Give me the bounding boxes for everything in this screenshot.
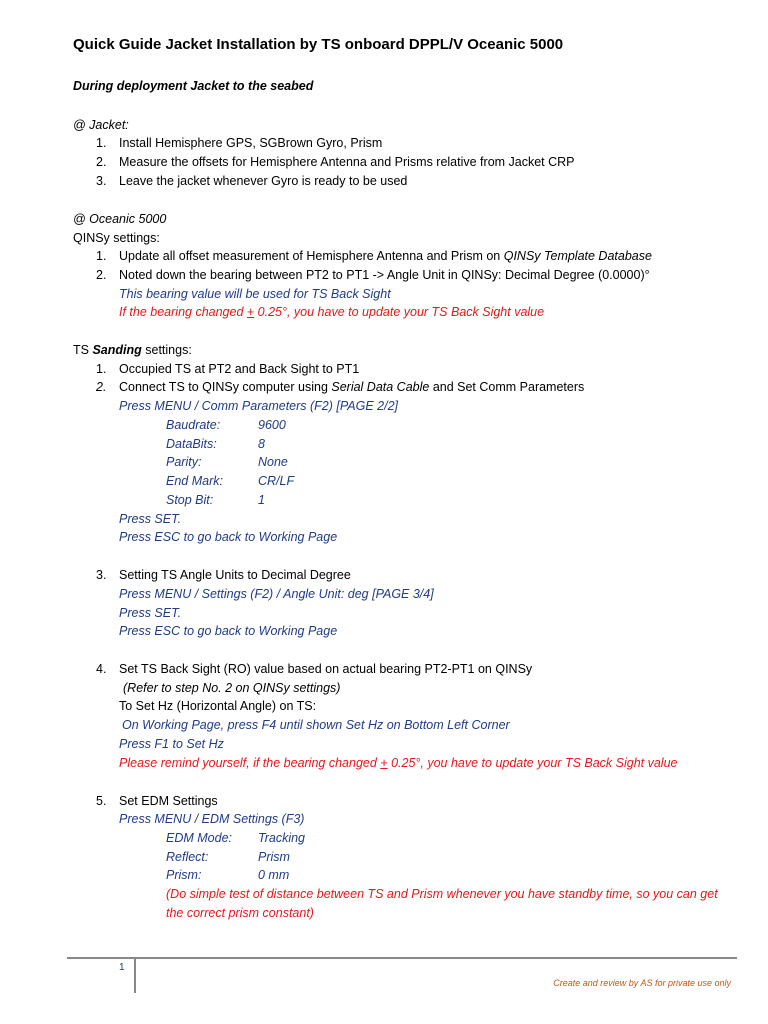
instruction-line: Press F1 to Set Hz [119,737,224,751]
param-label: DataBits: [166,437,217,451]
list-item: Measure the offsets for Hemisphere Antenna and Prisms relative from Jacket CRP [119,155,575,169]
list-number: 3. [96,568,107,582]
list-item-text: Update all offset measurement of Hemisphere Antenna and Prism on [119,249,504,263]
note-red: the correct prism constant) [166,906,314,920]
param-label: Stop Bit: [166,493,214,507]
param-value: Prism [258,850,290,864]
ts-heading [73,342,192,358]
qinsy-settings-label: QINSy settings: [73,231,160,245]
list-item: Leave the jacket whenever Gyro is ready to be used [119,174,408,188]
heading-text: settings: [141,343,192,357]
param-value: 8 [258,437,265,451]
instruction-line: Press SET. [119,606,182,620]
instruction-line: Press SET. [119,512,182,526]
list-number: 2. [96,380,107,394]
instruction-line: Press MENU / Comm Parameters (F2) [PAGE 2/2] [119,399,398,413]
list-number: 1. [96,249,107,263]
param-value: 0 mm [258,868,290,882]
list-number: 2. [96,155,107,169]
list-item-emphasis: Serial Data Cable [331,380,430,394]
param-value: CR/LF [258,474,295,488]
param-label: End Mark: [166,474,223,488]
list-number: 2. [96,268,107,282]
footer-divider-vertical [134,957,136,993]
footer-note: Create and review by AS for private use only [553,978,731,988]
list-number: 3. [96,174,107,188]
footer-divider [67,957,737,959]
note-text: Please remind yourself, if the bearing changed [119,756,381,770]
plus-minus-symbol: + [380,756,388,770]
instruction-line: Press ESC to go back to Working Page [119,624,338,638]
note-red [119,755,678,771]
section-subtitle: During deployment Jacket to the seabed [73,79,314,93]
param-label: EDM Mode: [166,831,232,845]
param-value: Tracking [258,831,306,845]
instruction-text: To Set Hz (Horizontal Angle) on TS: [119,699,317,713]
heading-text: TS [73,343,93,357]
document-title: Quick Guide Jacket Installation by TS onboard DPPL/V Oceanic 5000 [73,36,564,53]
heading-emphasis: Sanding [92,343,142,357]
param-label: Baudrate: [166,418,221,432]
list-item-emphasis: QINSy Template Database [503,249,652,263]
param-label: Prism: [166,868,202,882]
instruction-line: Press MENU / Settings (F2) / Angle Unit: deg [PAGE 3/4] [119,587,434,601]
instruction-line: Press ESC to go back to Working Page [119,530,338,544]
list-item: Set TS Back Sight (RO) value based on actual bearing PT2-PT1 on QINSy [119,662,533,676]
list-item-text: Connect TS to QINSy computer using [119,380,332,394]
list-item-text: and Set Comm Parameters [429,380,585,394]
list-item: Occupied TS at PT2 and Back Sight to PT1 [119,362,360,376]
note-text: 0.25°, you have to update your TS Back Sight value [254,305,545,319]
param-value: None [258,455,288,469]
page-number: 1 [119,962,125,973]
plus-minus-symbol: + [246,305,255,319]
refer-note: (Refer to step No. 2 on QINSy settings) [123,681,341,695]
note-text: 0.25°, you have to update your TS Back Sight value [387,756,678,770]
note-text: If the bearing changed [119,305,247,319]
note-red: (Do simple test of distance between TS and Prism whenever you have standby time, so you can get [166,887,718,901]
list-item: Noted down the bearing between PT2 to PT1 -> Angle Unit in QINSy: Decimal Degree (0.0000)° [119,268,650,282]
oceanic-heading: @ Oceanic 5000 [73,212,167,226]
param-value: 1 [258,493,265,507]
list-item: Set EDM Settings [119,794,218,808]
param-value: 9600 [258,418,286,432]
instruction-line: On Working Page, press F4 until shown Set Hz on Bottom Left Corner [122,718,510,732]
instruction-line: Press MENU / EDM Settings (F3) [119,812,305,826]
param-label: Reflect: [166,850,209,864]
list-number: 1. [96,136,107,150]
param-label: Parity: [166,455,202,469]
note-blue: This bearing value will be used for TS Back Sight [119,287,391,301]
list-item [119,379,584,395]
list-number: 1. [96,362,107,376]
list-item: Setting TS Angle Units to Decimal Degree [119,568,351,582]
list-item: Install Hemisphere GPS, SGBrown Gyro, Prism [119,136,383,150]
list-number: 5. [96,794,107,808]
list-item [119,248,652,264]
jacket-heading: @ Jacket: [73,118,129,132]
list-number: 4. [96,662,107,676]
note-red [119,304,544,320]
